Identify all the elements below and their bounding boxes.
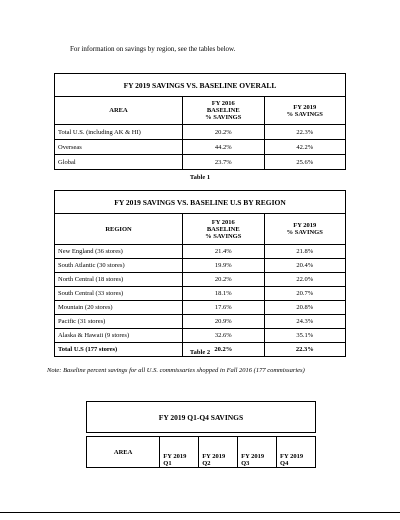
row-baseline: 44.2% [183, 140, 264, 155]
row-fy2019: 21.8% [264, 245, 346, 259]
column-header-fy2019: FY 2019 % SAVINGS [264, 214, 346, 245]
row-area: Overseas [55, 140, 183, 155]
column-header-baseline: FY 2016 BASELINE % SAVINGS [183, 97, 264, 125]
table-title: FY 2019 SAVINGS VS. BASELINE U.S BY REGION [55, 191, 346, 214]
row-baseline: 20.2% [183, 125, 264, 140]
note-text: Note: Baseline percent savings for all U.S. commissaries shopped in Fall 2016 (177 commissaries) [47, 367, 305, 374]
table-row [55, 245, 346, 259]
row-baseline: 23.7% [183, 155, 264, 170]
row-fy2019: 20.8% [264, 301, 346, 315]
row-fy2019: 25.6% [264, 155, 346, 170]
intro-text: For information on savings by region, see the tables below. [70, 45, 236, 53]
table-row [55, 315, 346, 329]
column-header-fy2019: FY 2019 % SAVINGS [264, 97, 346, 125]
row-fy2019: 22.3% [264, 343, 346, 357]
table-row [55, 287, 346, 301]
column-header-q1: FY 2019 Q1 [160, 437, 199, 468]
row-baseline: 32.6% [183, 329, 264, 343]
row-baseline: 20.9% [183, 315, 264, 329]
table-row [55, 273, 346, 287]
row-region: Mountain (20 stores) [55, 301, 183, 315]
table-row [55, 301, 346, 315]
row-fy2019: 20.7% [264, 287, 346, 301]
row-area: Global [55, 155, 183, 170]
row-region: New England (36 stores) [55, 245, 183, 259]
row-fy2019: 42.2% [264, 140, 346, 155]
row-baseline: 19.9% [183, 259, 264, 273]
row-fy2019: 20.4% [264, 259, 346, 273]
table-quarterly-savings [86, 401, 316, 468]
table-row [55, 155, 346, 170]
row-baseline: 20.2% [183, 273, 264, 287]
row-region: South Central (33 stores) [55, 287, 183, 301]
row-baseline: 21.4% [183, 245, 264, 259]
table-row [55, 140, 346, 155]
table-row [55, 125, 346, 140]
table-savings-overall [54, 73, 346, 170]
row-region: South Atlantic (30 stores) [55, 259, 183, 273]
row-baseline: 17.6% [183, 301, 264, 315]
row-baseline: 20.2% [183, 343, 264, 357]
table-savings-by-region [54, 190, 346, 357]
row-region: Alaska & Hawaii (9 stores) [55, 329, 183, 343]
table-row [55, 329, 346, 343]
column-header-q4: FY 2019 Q4 [277, 437, 316, 468]
row-baseline: 18.1% [183, 287, 264, 301]
column-header-q2: FY 2019 Q2 [199, 437, 238, 468]
column-header-area: AREA [55, 97, 183, 125]
row-region: Total U.S (177 stores) [55, 343, 183, 357]
column-header-area: AREA [87, 437, 160, 468]
row-fy2019: 22.3% [264, 125, 346, 140]
row-fy2019: 22.0% [264, 273, 346, 287]
table-caption: Table 1 [189, 174, 211, 181]
row-region: North Central (18 stores) [55, 273, 183, 287]
table-row [55, 259, 346, 273]
row-fy2019: 35.1% [264, 329, 346, 343]
table-title: FY 2019 Q1-Q4 SAVINGS [87, 402, 316, 433]
column-header-baseline: FY 2016 BASELINE % SAVINGS [183, 214, 264, 245]
table-caption: Table 2 [189, 349, 211, 356]
column-header-q3: FY 2019 Q3 [238, 437, 277, 468]
row-fy2019: 24.3% [264, 315, 346, 329]
column-header-region: REGION [55, 214, 183, 245]
table-title: FY 2019 SAVINGS VS. BASELINE OVERALL [55, 74, 346, 97]
page-bottom-rule [0, 512, 400, 513]
row-region: Pacific (31 stores) [55, 315, 183, 329]
row-area: Total U.S. (including AK & HI) [55, 125, 183, 140]
